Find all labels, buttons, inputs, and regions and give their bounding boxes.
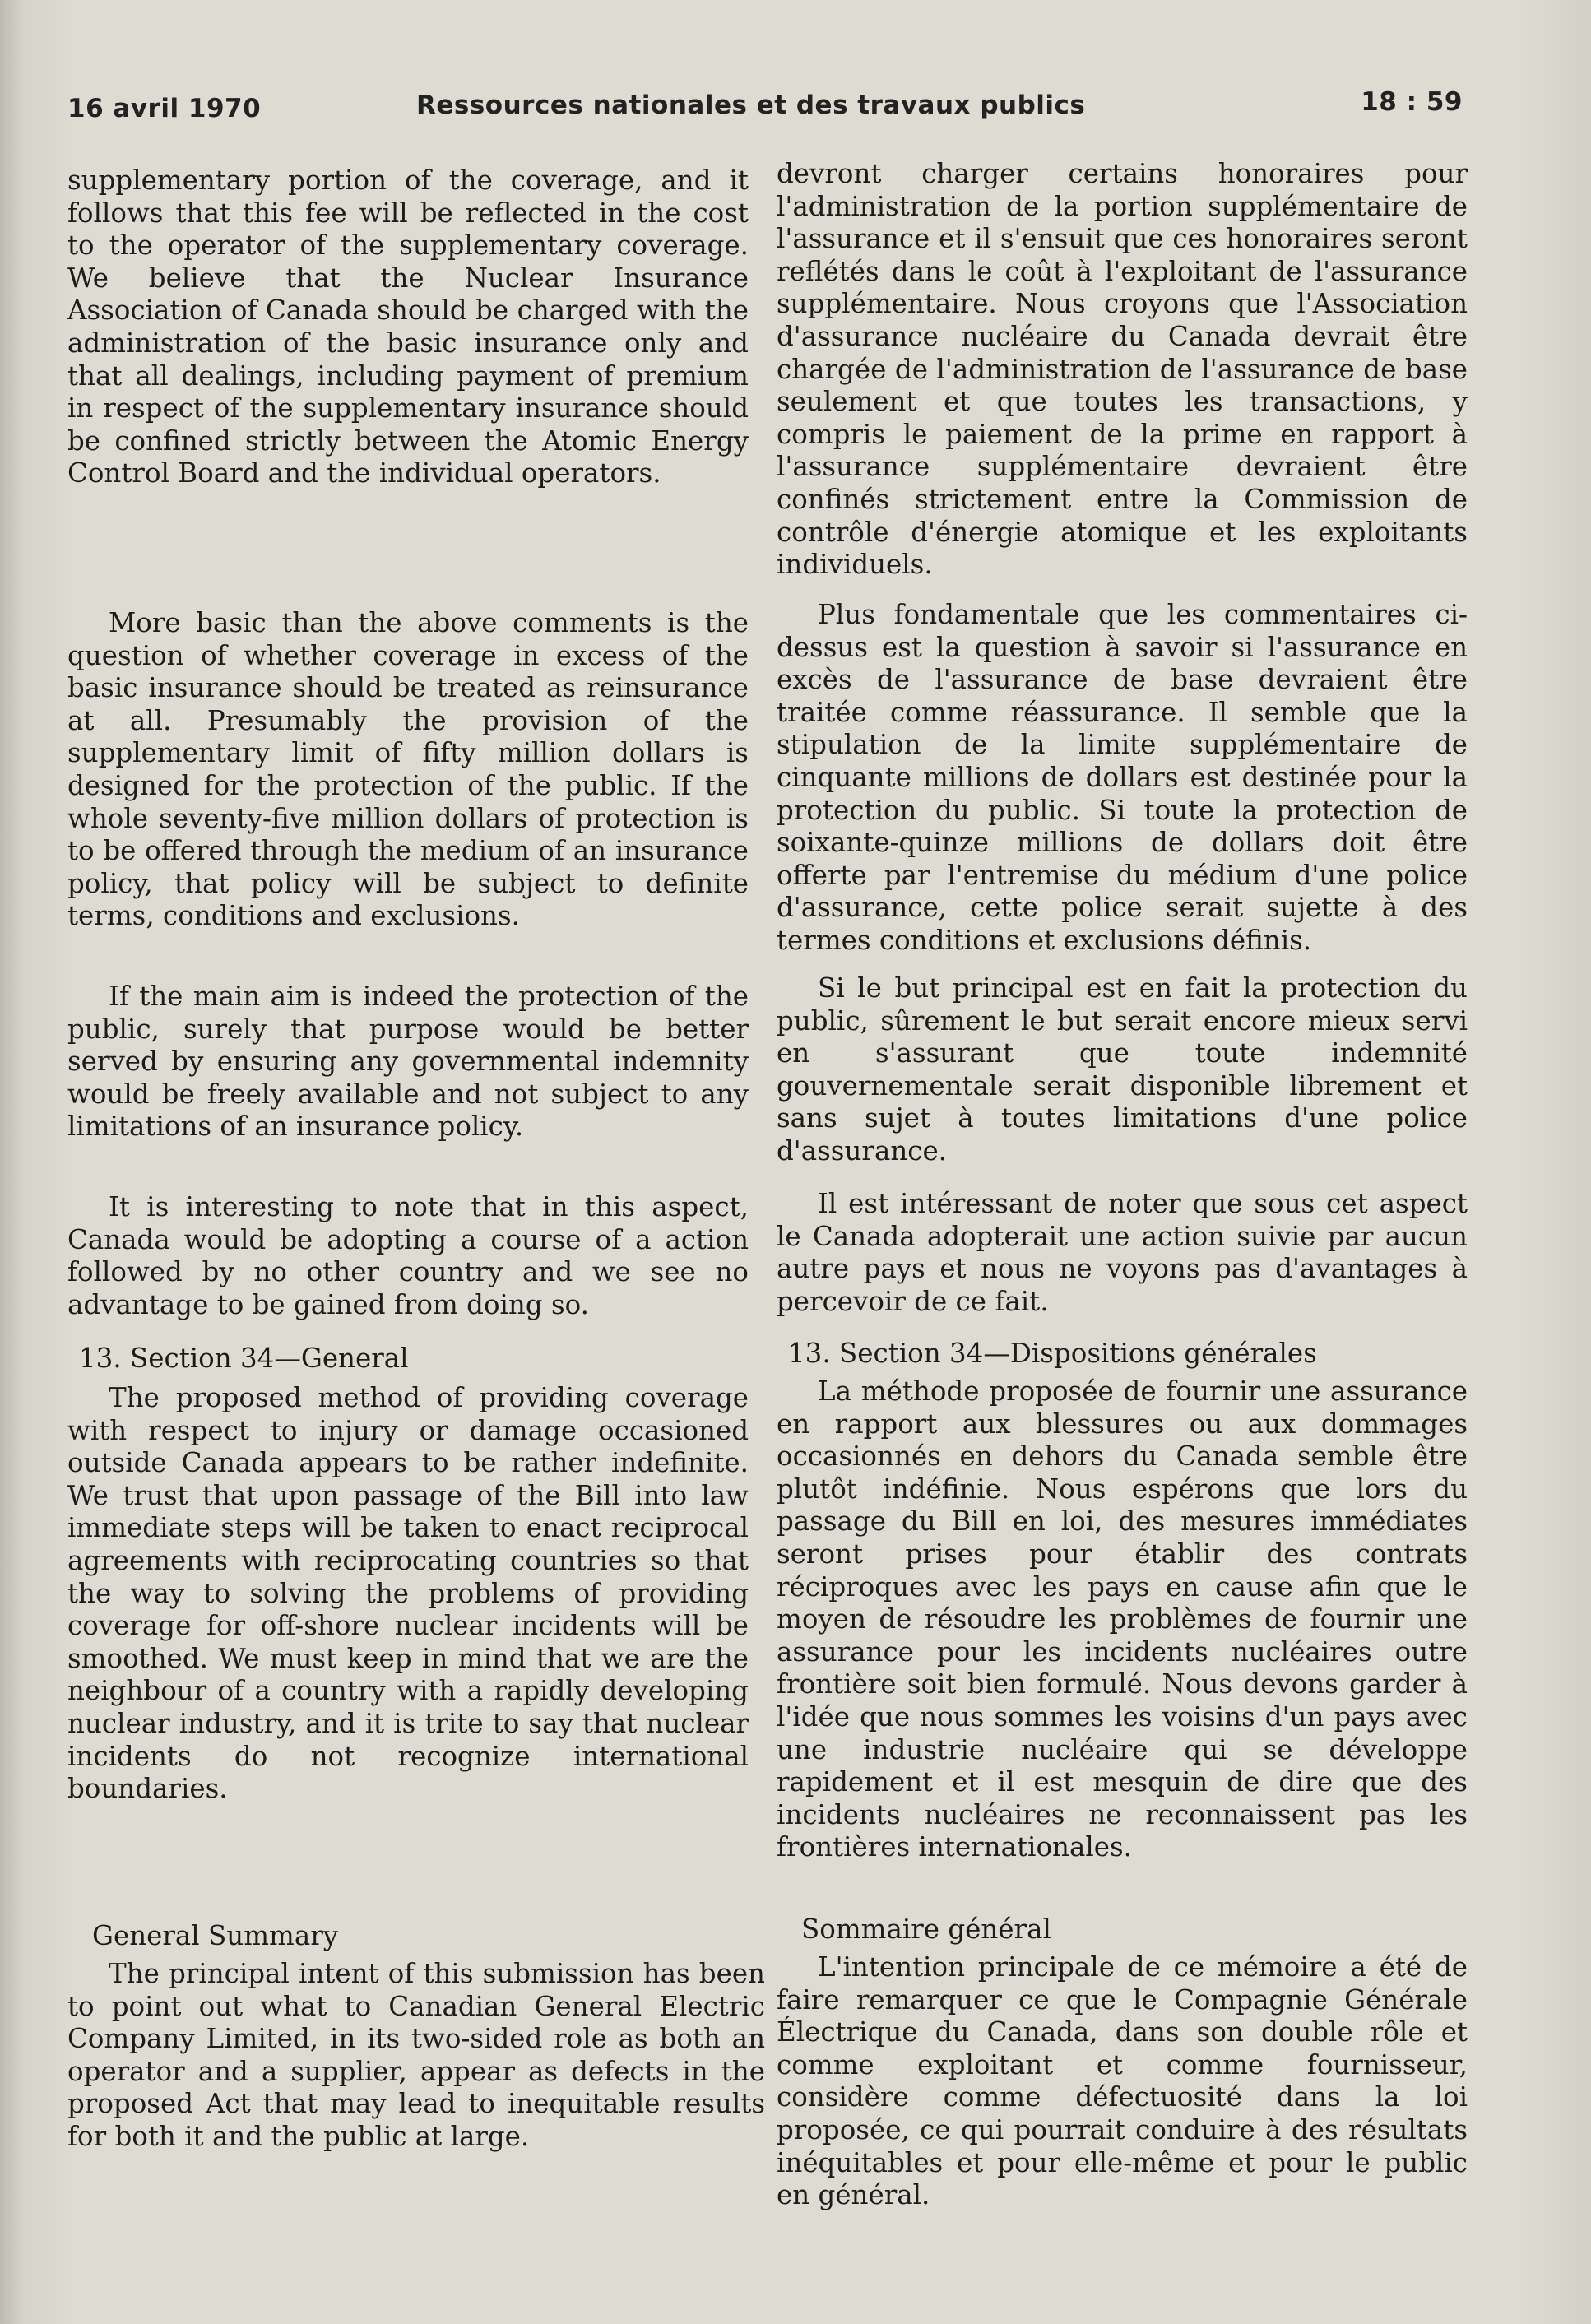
- english-paragraph-3: If the main aim is indeed the protection of the public, surely that purpose would be better served by ensuring any governmental indemnity would be freely available and not subject to any limitations of an insurance policy.: [67, 981, 749, 1143]
- page-header: [67, 86, 1463, 127]
- english-summary-heading: General Summary: [92, 1920, 339, 1951]
- french-paragraph-5: La méthode proposée de fournir une assurance en rapport aux blessures ou aux dommages occasionnés en dehors du Canada semble être plutôt indéfinie. Nous espérons que lors du passage du Bill en loi, des mesures immédiates seront prises pour établir des contrats réciproques avec les pays en cause afin que le moyen de résoudre les problèmes de fournir une assurance pour les incidents nucléaires outre frontière soit bien formulé. Nous devons garder à l'idée que nous sommes les voisins d'un pays avec une industrie nucléaire qui se développe rapidement et il est mesquin de dire que des incidents nucléaires ne reconnaissent pas les frontières internationales.: [777, 1375, 1468, 1863]
- english-section-heading: 13. Section 34—General: [79, 1343, 409, 1374]
- french-paragraph-2: Plus fondamentale que les commentaires ci-dessus est la question à savoir si l'assurance en excès de l'assurance de base devraient être traitée comme réassurance. Il semble que la stipulation de la limite supplémentaire de cinquante millions de dollars est destinée pour la protection du public. Si toute la protection de soixante-quinze millions de dollars doit être offerte par l'entremise du médium d'une police d'assurance, cette police serait sujette à des termes conditions et exclusions définis.: [777, 599, 1468, 956]
- english-paragraph-5: The proposed method of providing coverage with respect to injury or damage occasioned outside Canada appears to be rather indefinite. We trust that upon passage of the Bill into law immediate steps will be taken to enact reciprocal agreements with reciprocating countries so that the way to solving the problems of providing coverage for off-shore nuclear incidents will be smoothed. We must keep in mind that we are the neighbour of a country with a rapidly developing nuclear industry, and it is trite to say that nuclear incidents do not recognize international boundaries.: [67, 1382, 749, 1805]
- header-title: Ressources nationales et des travaux publics: [416, 90, 1086, 120]
- english-paragraph-6: The principal intent of this submission has been to point out what to Canadian General Electric Company Limited, in its two-sided role as both an operator and a supplier, appear as defects in the proposed Act that may lead to inequitable results for both it and the public at large.: [67, 1958, 765, 2152]
- english-paragraph-4: It is interesting to note that in this aspect, Canada would be adopting a course of a action followed by no other country and we see no advantage to be gained from doing so.: [67, 1191, 749, 1320]
- french-summary-heading: Sommaire général: [801, 1913, 1051, 1945]
- french-paragraph-4: Il est intéressant de noter que sous cet aspect le Canada adopterait une action suivie par aucun autre pays et nous ne voyons pas d'avantages à percevoir de ce fait.: [777, 1188, 1468, 1317]
- english-paragraph-1: supplementary portion of the coverage, and it follows that this fee will be reflected in the cost to the operator of the supplementary coverage. We believe that the Nuclear Insurance Association of Canada should be charged with the administration of the basic insurance only and that all dealings, including payment of premium in respect of the supplementary insurance should be confined strictly between the Atomic Energy Control Board and the individual operators.: [67, 165, 749, 489]
- french-section-heading: 13. Section 34—Dispositions générales: [788, 1338, 1317, 1369]
- english-paragraph-2: More basic than the above comments is the question of whether coverage in excess of the basic insurance should be treated as reinsurance at all. Presumably the provision of the supplementary limit of fifty million dollars is designed for the protection of the public. If the whole seventy-five million dollars of protection is to be offered through the medium of an insurance policy, that policy will be subject to definite terms, conditions and exclusions.: [67, 607, 749, 932]
- french-paragraph-6: L'intention principale de ce mémoire a été de faire remarquer ce que le Compagnie Générale Électrique du Canada, dans son double rôle et comme exploitant et comme fournisseur, considère comme défectuosité dans la loi proposée, ce qui pourrait conduire à des résultats inéquitables et pour elle-même et pour le public en général.: [777, 1951, 1468, 2211]
- french-paragraph-3: Si le but principal est en fait la protection du public, sûrement le but serait encore mieux servi en s'assurant que toute indemnité gouvernementale serait disponible librement et sans sujet à toutes limitations d'une police d'assurance.: [777, 972, 1468, 1167]
- french-paragraph-1: devront charger certains honoraires pour l'administration de la portion supplémentaire de l'assurance et il s'ensuit que ces honoraires seront reflétés dans le coût à l'exploitant de l'assurance supplémentaire. Nous croyons que l'Association d'assurance nucléaire du Canada devrait être chargée de l'administration de l'assurance de base seulement et que toutes les transactions, y compris le paiement de la prime en rapport à l'assurance supplémentaire devraient être confinés strictement entre la Commission de contrôle d'énergie atomique et les exploitants individuels.: [777, 158, 1468, 581]
- header-date: 16 avril 1970: [67, 94, 262, 123]
- header-page-number: 18 : 59: [1361, 87, 1463, 117]
